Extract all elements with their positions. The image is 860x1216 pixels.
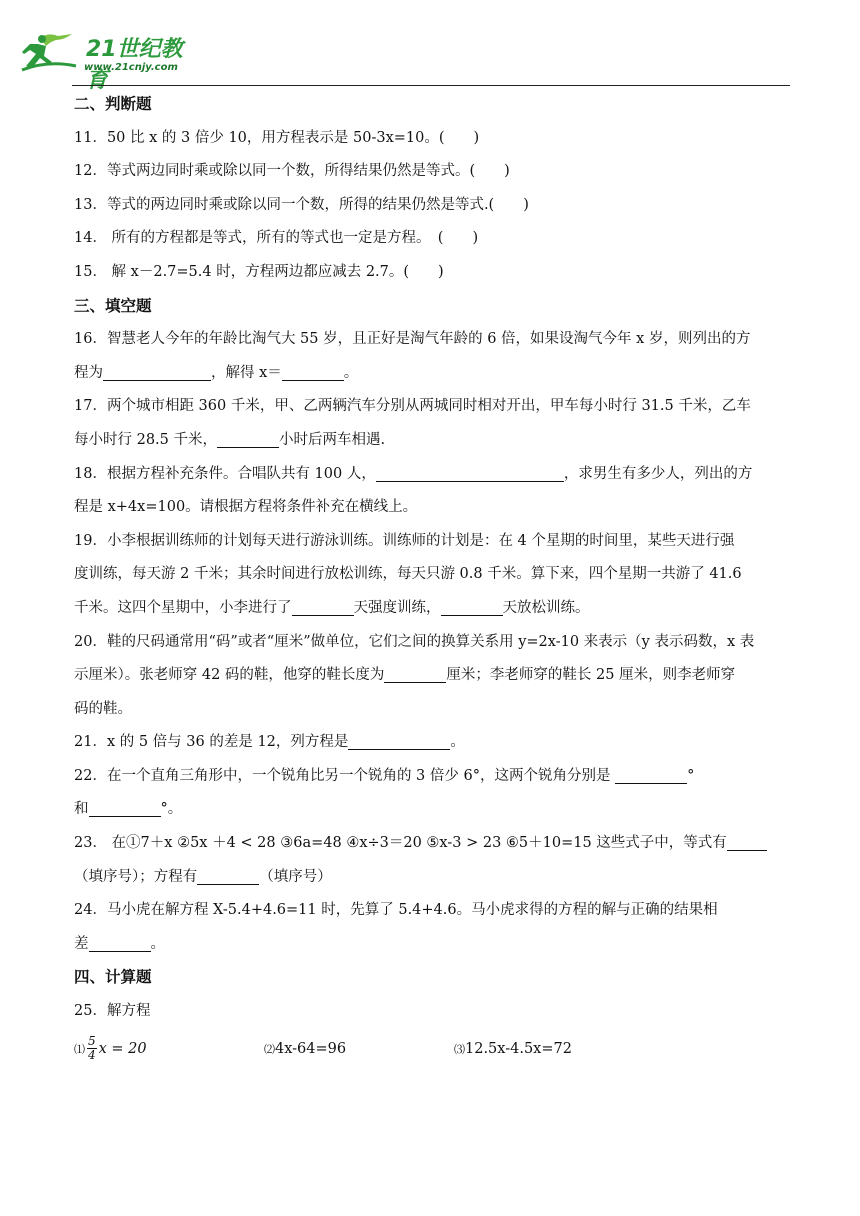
section-judge-heading: 二、判断题 [74,95,152,113]
question-16-line2 [74,357,792,391]
q21-text-2: 。 [450,734,465,751]
equation-2-text: 4x-64=96 [275,1040,347,1057]
question-19-line3 [74,592,792,626]
answer-blank[interactable] [376,463,564,482]
q18-text-1: 18．根据方程补充条件。合唱队共有 100 人， [74,465,376,482]
question-22-line2 [74,793,792,827]
question-20-line1: 20．鞋的尺码通常用“码”或者“厘米”做单位，它们之间的换算关系用 y=2x-10 来表示（y 表示码数，x 表 [74,633,755,650]
q16-text-3: 。 [343,364,359,381]
question-18-line1 [74,458,792,492]
q20-text-2: 厘米；李老师穿的鞋长 25 厘米，则李老师穿 [446,667,736,684]
answer-blank[interactable] [282,362,344,381]
equation-2-label: ⑵ [264,1042,275,1056]
q24-text-1: 差 [74,935,89,952]
q19-text-3: 天放松训练。 [502,599,590,616]
q17-text-1: 每小时行 28.5 千米， [74,431,218,448]
answer-blank[interactable] [384,664,446,683]
fraction-denominator: 4 [88,1048,96,1063]
question-16-line1: 16．智慧老人今年的年龄比淘气大 55 岁，且正好是淘气年龄的 6 倍，如果设淘气今年 x 岁，则列出的方 [74,331,751,348]
question-25: 25．解方程 [74,1003,151,1020]
q19-text-1: 千米。这四个星期中，小李进行了 [74,599,292,616]
answer-blank[interactable] [727,832,767,851]
question-23-line2 [74,861,792,895]
document-body [74,88,792,1069]
answer-blank[interactable] [292,597,354,616]
question-22-line1 [74,760,792,794]
question-21 [74,726,792,760]
answer-blank[interactable] [89,933,151,952]
q23-text-3: （填序号） [259,868,332,885]
equation-1 [74,1033,147,1067]
logo-text: 21世纪教育 [86,37,183,93]
logo-url: www.21cnjy.com [84,62,178,73]
answer-blank[interactable] [89,798,161,817]
question-20-line3: 码的鞋。 [74,700,132,717]
q17-text-2: 小时后两车相遇. [279,431,386,448]
question-24-line1: 24．马小虎在解方程 X-5.4+4.6=11 时，先算了 5.4+4.6。马小虎求得的方程的解与正确的结果相 [74,902,718,919]
equation-2 [264,1033,346,1067]
question-18-line2: 程是 x+4x=100。请根据方程将条件补充在横线上。 [74,499,418,516]
runner-logo-icon [18,30,78,76]
answer-blank[interactable] [615,765,687,784]
question-23-line1 [74,827,792,861]
q20-text-1: 示厘米）。张老师穿 42 码的鞋，他穿的鞋长度为 [74,667,385,684]
equation-row [74,1029,792,1069]
question-17-line2 [74,424,792,458]
question-14: 14． 所有的方程都是等式，所有的等式也一定是方程。 ( ) [74,230,479,247]
q24-text-2: 。 [150,935,165,952]
answer-blank[interactable] [217,429,279,448]
question-15: 15． 解 x－2.7=5.4 时，方程两边都应减去 2.7。( ) [74,263,444,280]
q22-text-2: ° [687,767,695,784]
question-19-line2: 度训练，每天游 2 千米；其余时间进行放松训练，每天只游 0.8 千米。算下来，四个星期一共游了 41.6 [74,566,742,583]
question-17-line1: 17．两个城市相距 360 千米，甲、乙两辆汽车分别从两城同时相对开出，甲车每小时行 31.5 千米，乙车 [74,398,751,415]
header-rule [72,85,790,86]
fraction-numerator: 5 [88,1034,96,1049]
equation-1-label: ⑴ [74,1042,85,1056]
equation-3 [454,1033,572,1067]
q16-text-1: 程为 [74,364,103,381]
fraction [87,1035,97,1062]
q19-text-2: 天强度训练， [353,599,441,616]
answer-blank[interactable] [197,866,259,885]
answer-blank[interactable] [103,362,211,381]
question-12: 12．等式两边同时乘或除以同一个数，所得结果仍然是等式。( ) [74,163,510,180]
question-20-line2 [74,659,792,693]
equation-3-text: 12.5x-4.5x=72 [465,1040,572,1057]
q16-text-2: ，解得 x＝ [211,364,282,381]
answer-blank[interactable] [348,731,450,750]
q23-text-1: 23． 在①7＋x ②5x ＋4 < 28 ③6a=48 ④x÷3＝20 ⑤x-3 > 23 ⑥5＋10=15 这些式子中，等式有 [74,835,727,852]
section-fill-heading: 三、填空题 [74,296,152,315]
question-24-line2 [74,928,792,962]
question-19-line1: 19．小李根据训练师的计划每天进行游泳训练。训练师的计划是：在 4 个星期的时间里，某些天进行强 [74,532,735,549]
q22-text-4: °。 [160,801,183,818]
equation-1-text: x = 20 [98,1040,147,1057]
site-logo [18,30,188,93]
answer-blank[interactable] [441,597,503,616]
section-calc-heading: 四、计算题 [74,968,152,987]
q23-text-2: （填序号）；方程有 [74,868,198,885]
q18-text-2: ，求男生有多少人，列出的方 [563,465,753,482]
q22-text-1: 22．在一个直角三角形中，一个锐角比另一个锐角的 3 倍少 6°，这两个锐角分别是 [74,767,616,784]
question-11: 11．50 比 x 的 3 倍少 10，用方程表示是 50-3x=10。( ) [74,129,480,146]
q22-text-3: 和 [74,801,89,818]
equation-3-label: ⑶ [454,1042,465,1056]
question-13: 13．等式的两边同时乘或除以同一个数，所得的结果仍然是等式.( ) [74,196,529,213]
q21-text-1: 21．x 的 5 倍与 36 的差是 12，列方程是 [74,734,349,751]
